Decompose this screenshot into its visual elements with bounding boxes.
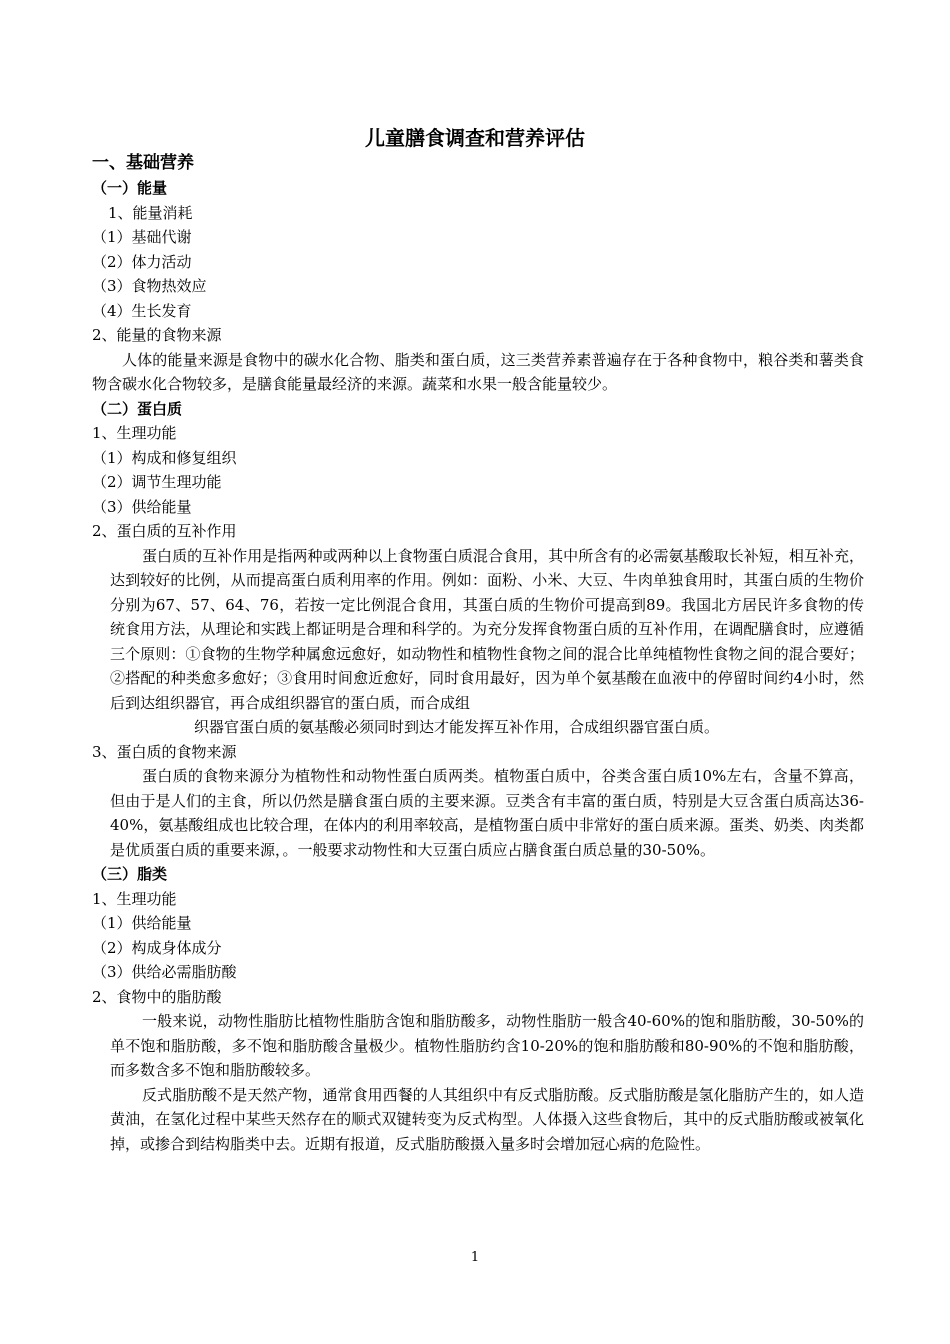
paragraph-text: 蛋白质的互补作用是指两种或两种以上食物蛋白质混合食用，其中所含有的必需氨基酸取长补短，相互补充，达到较好的比例，从而提高蛋白质利用率的作用。例如：面粉、小米、大豆、牛肉单独食用时，其蛋白质的生物价分别为67、57、64、76，若按一定比例混合食用，其蛋白质的生物价可提高到89。我国北方居民许多食物的传统食用方法，从理论和实践上都证明是合理和科学的。为充分发挥食物蛋白质的互补作用，在调配膳食时，应遵循三个原则：①食物的生物学种属愈远愈好，如动物性和植物性食物之间的混合比单纯植物性食物之间的混合要好；②搭配的种类愈多愈好；③食用时间愈近愈好，同时食用最好，因为单个氨基酸在血液中的停留时间约4小时，然后到达组织器官，再合成组织器官的蛋白质，而合成组 [110, 546, 864, 712]
list-item: 3、蛋白质的食物来源 [92, 742, 237, 761]
section-heading-basic-nutrition: 一、基础营养 [92, 153, 194, 173]
list-subitem: （3）供给能量 [92, 497, 192, 516]
document-body [92, 150, 864, 1156]
list-subitem: （1）基础代谢 [92, 228, 192, 246]
list-subitem: （4）生长发育 [92, 301, 192, 320]
paragraph-protein-complementation [92, 544, 864, 740]
subsection-heading-energy: （一）能量 [92, 179, 168, 197]
list-item: 2、食物中的脂肪酸 [92, 987, 222, 1006]
list-subitem: （3）食物热效应 [92, 277, 207, 295]
list-subitem: （2）构成身体成分 [92, 938, 222, 957]
list-item: 1、能量消耗 [108, 203, 193, 222]
list-subitem: （3）供给必需脂肪酸 [92, 963, 237, 981]
subsection-heading-protein: （二）蛋白质 [92, 399, 183, 418]
page-number: 1 [470, 1250, 480, 1265]
document-title: 儿童膳食调查和营养评估 [365, 126, 585, 150]
paragraph-trans-fatty-acids: 反式脂肪酸不是天然产物，通常食用西餐的人其组织中有反式脂肪酸。反式脂肪酸是氢化脂肪产生的，如人造黄油，在氢化过程中某些天然存在的顺式双键转变为反式构型。人体摄入这些食物后，其中的反式脂肪酸或被氧化掉，或掺合到结构脂类中去。近期有报道，反式脂肪酸摄入量多时会增加冠心病的危险性。 [110, 1085, 864, 1153]
list-subitem: （1）供给能量 [92, 914, 192, 932]
list-item: 1、生理功能 [92, 424, 177, 442]
list-item: 1、生理功能 [92, 889, 177, 908]
paragraph-energy-sources: 人体的能量来源是食物中的碳水化合物、脂类和蛋白质，这三类营养素普遍存在于各种食物中，粮谷类和薯类食物含碳水化合物较多，是膳食能量最经济的来源。蔬菜和水果一般含能量较少。 [92, 350, 864, 393]
list-subitem: （2）体力活动 [92, 252, 192, 271]
paragraph-fatty-acids: 一般来说，动物性脂肪比植物性脂肪含饱和脂肪酸多，动物性脂肪一般含40-60%的饱和脂肪酸，30-50%的单不饱和脂肪酸，多不饱和脂肪酸含量极少。植物性脂肪约含10-20%的饱和脂肪酸和80-90%的不饱和脂肪酸，而多数含多不饱和脂肪酸较多。 [110, 1012, 864, 1079]
list-subitem: （1）构成和修复组织 [92, 448, 237, 467]
paragraph-text-tail: 织器官蛋白质的氨基酸必须同时到达才能发挥互补作用，合成组织器官蛋白质。 [194, 718, 720, 736]
subsection-heading-lipids: （三）脂类 [92, 865, 168, 883]
list-item: 2、蛋白质的互补作用 [92, 522, 237, 540]
list-subitem: （2）调节生理功能 [92, 473, 222, 491]
paragraph-protein-sources: 蛋白质的食物来源分为植物性和动物性蛋白质两类。植物蛋白质中，谷类含蛋白质10%左右，含量不算高，但由于是人们的主食，所以仍然是膳食蛋白质的主要来源。豆类含有丰富的蛋白质，特别是大豆含蛋白质高达36-40%，氨基酸组成也比较合理，在体内的利用率较高，是植物蛋白质中非常好的蛋白质来源。蛋类、奶类、肉类都是优质蛋白质的重要来源，。一般要求动物性和大豆蛋白质应占膳食蛋白质总量的30-50%。 [110, 767, 864, 859]
list-item: 2、能量的食物来源 [92, 326, 222, 344]
